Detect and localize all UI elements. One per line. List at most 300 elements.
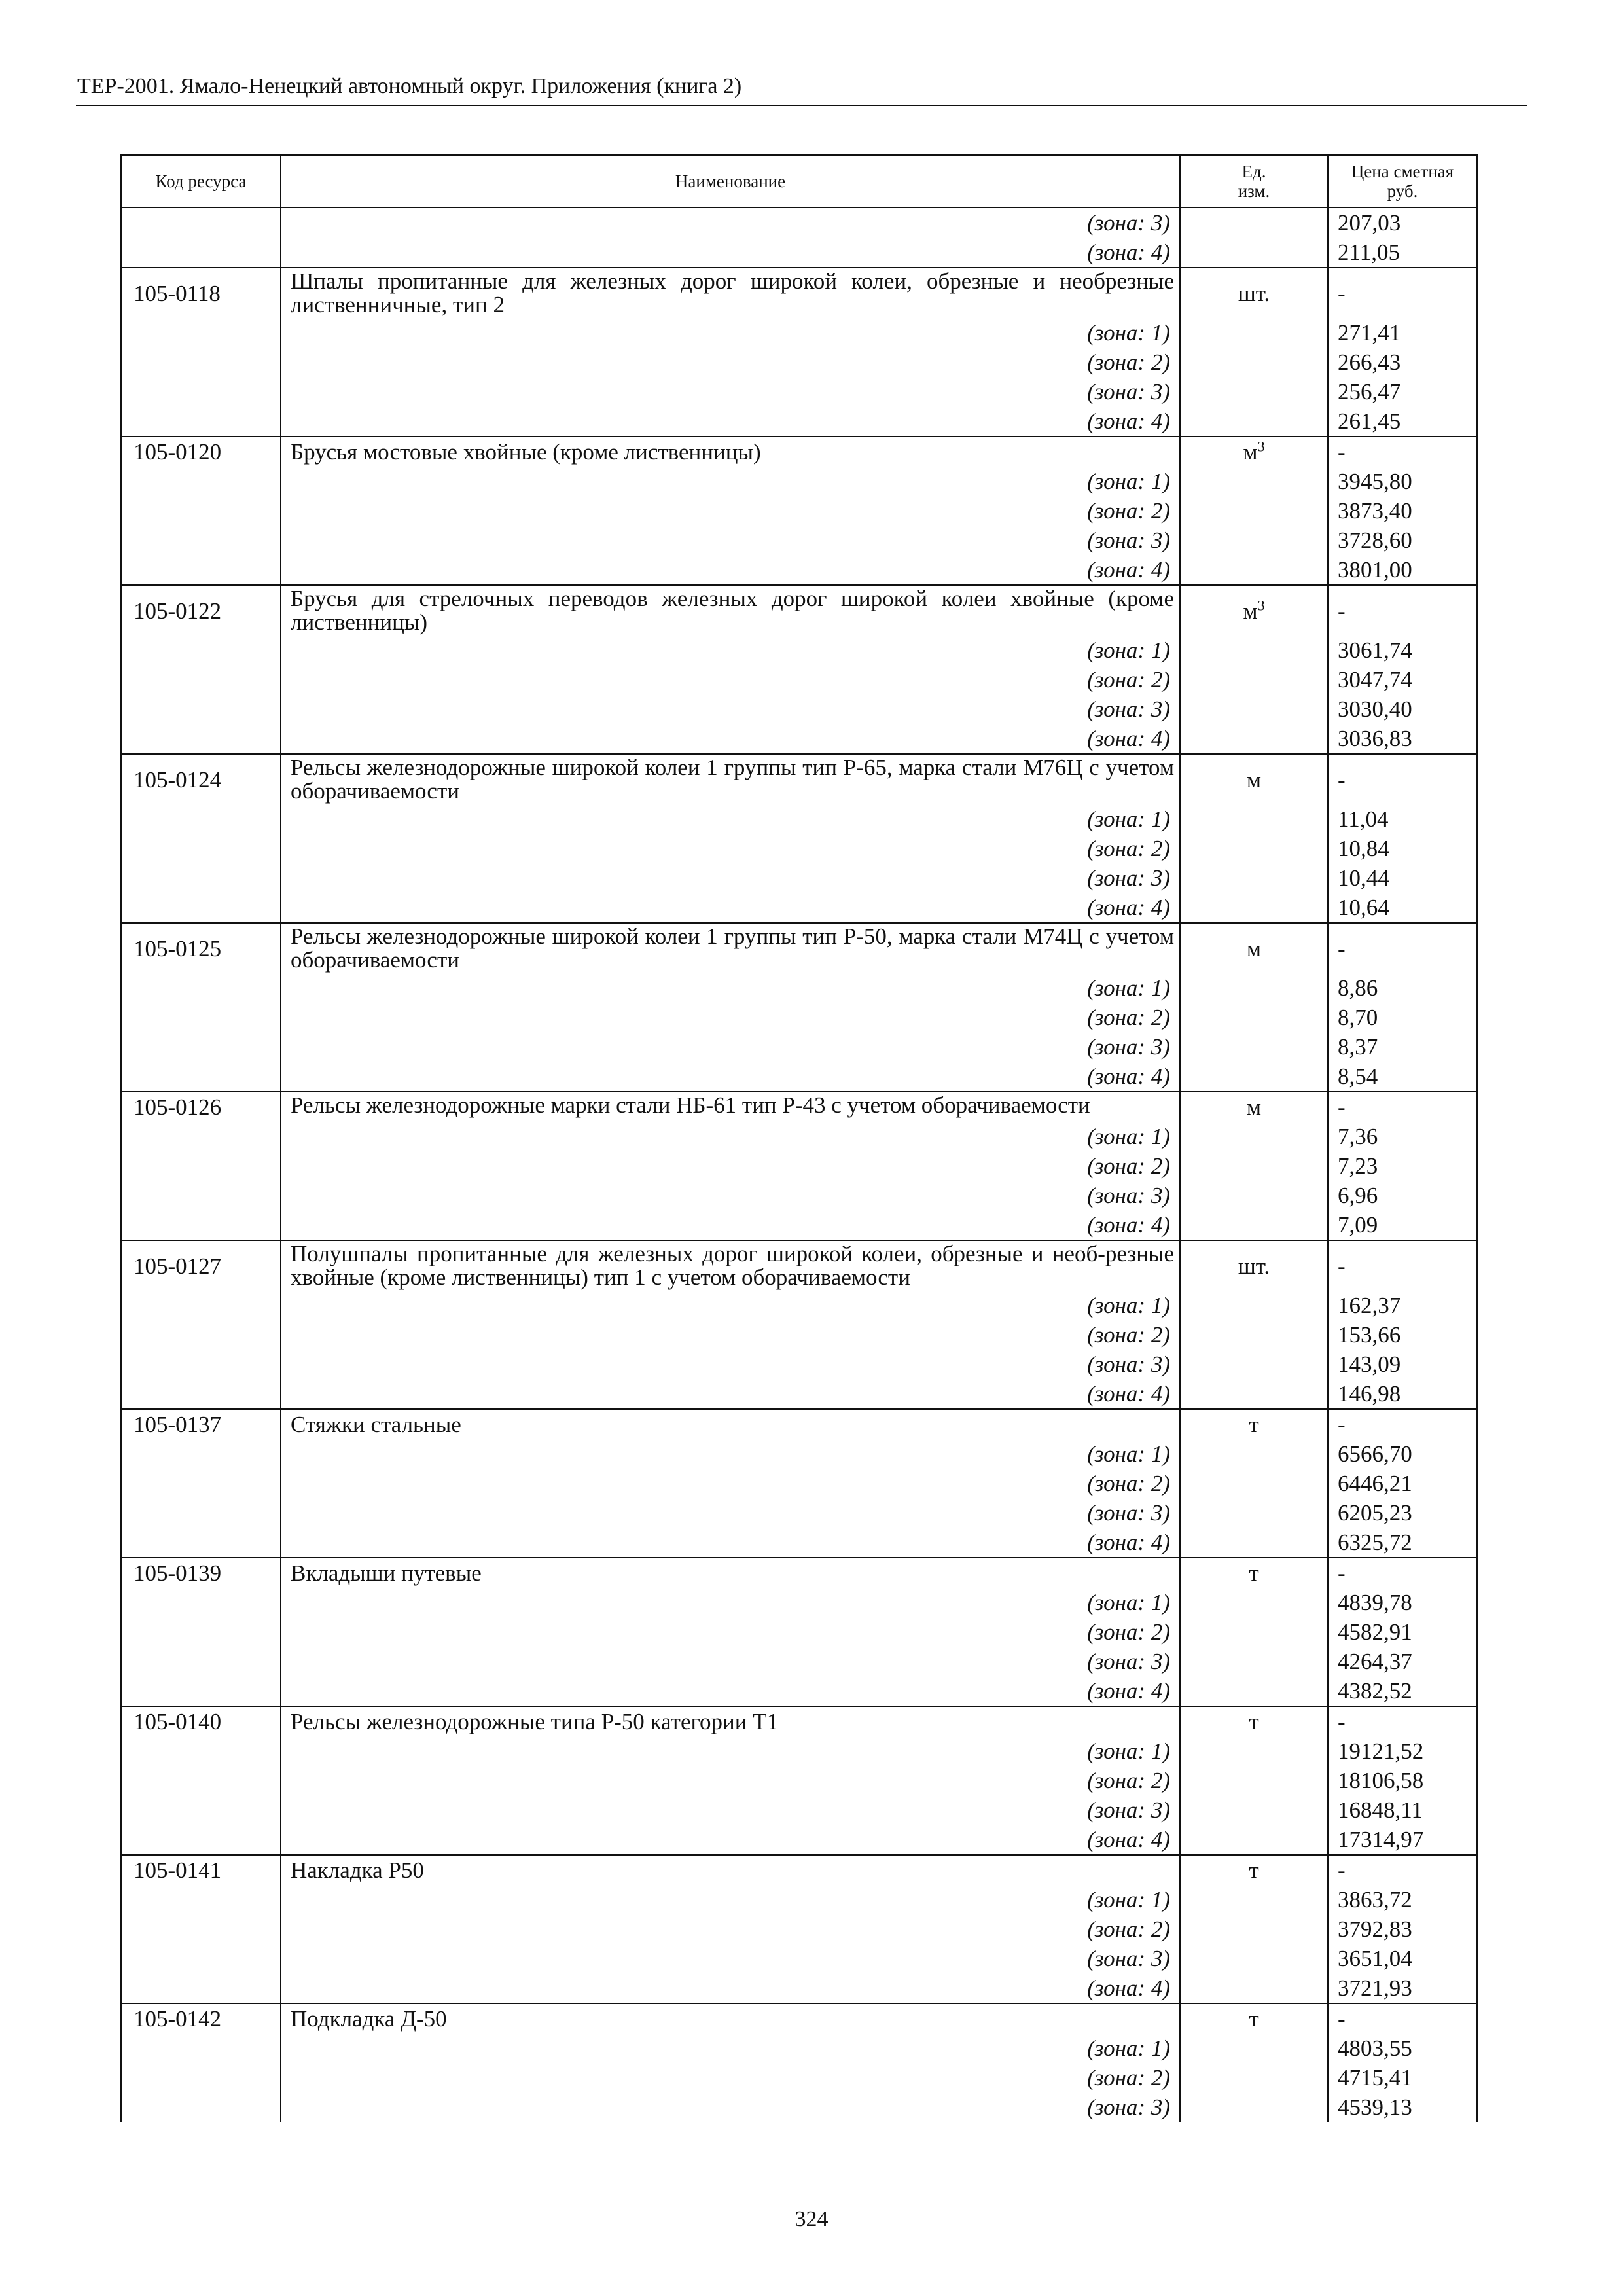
zone-label: (зона: 2) <box>281 1320 1180 1350</box>
table-row-zone <box>121 1122 1477 1151</box>
zone-label: (зона: 4) <box>281 893 1180 923</box>
code-cell-empty <box>121 665 281 694</box>
zone-price: 266,43 <box>1328 348 1477 377</box>
zone-label: (зона: 3) <box>281 1795 1180 1825</box>
column-header-price <box>1328 155 1477 207</box>
table-row-zone <box>121 1736 1477 1766</box>
zone-price: 207,03 <box>1328 207 1477 238</box>
zone-label: (зона: 4) <box>281 1676 1180 1706</box>
zone-label: (зона: 2) <box>281 496 1180 526</box>
unit-cell <box>1180 1240 1328 1291</box>
zone-price: 10,44 <box>1328 863 1477 893</box>
code-cell-empty <box>121 1210 281 1240</box>
code-cell-empty <box>121 1914 281 1944</box>
unit-exponent: 3 <box>1257 596 1265 613</box>
zone-price: 3945,80 <box>1328 467 1477 496</box>
unit-cell <box>1180 268 1328 318</box>
zone-label: (зона: 4) <box>281 724 1180 754</box>
zone-label: (зона: 1) <box>281 973 1180 1003</box>
zone-label: (зона: 4) <box>281 238 1180 268</box>
table-row-zone <box>121 1795 1477 1825</box>
base-price: - <box>1328 923 1477 973</box>
table-row-resource <box>121 1409 1477 1439</box>
zone-label: (зона: 3) <box>281 863 1180 893</box>
table-row-zone <box>121 1617 1477 1647</box>
unit-of-measure: м <box>1246 935 1262 961</box>
zone-price: 8,37 <box>1328 1032 1477 1062</box>
unit-cell <box>1180 2003 1328 2034</box>
zone-price: 3792,83 <box>1328 1914 1477 1944</box>
zone-label: (зона: 1) <box>281 1885 1180 1914</box>
unit-cell-empty <box>1180 1350 1328 1379</box>
unit-cell-empty <box>1180 1151 1328 1181</box>
unit-cell-empty <box>1180 1181 1328 1210</box>
unit-exponent: 3 <box>1257 438 1265 455</box>
zone-label: (зона: 2) <box>281 1469 1180 1498</box>
code-cell-empty <box>121 1151 281 1181</box>
code-cell-empty <box>121 207 281 238</box>
unit-cell <box>1180 754 1328 804</box>
unit-cell-empty <box>1180 1885 1328 1914</box>
zone-price: 11,04 <box>1328 804 1477 834</box>
zone-price: 10,84 <box>1328 834 1477 863</box>
unit-cell <box>1180 1855 1328 1885</box>
zone-price: 7,23 <box>1328 1151 1477 1181</box>
zone-price: 7,09 <box>1328 1210 1477 1240</box>
unit-cell-empty <box>1180 318 1328 348</box>
resource-code: 105-0126 <box>121 1092 281 1122</box>
table-row-resource <box>121 1558 1477 1588</box>
zone-price: 8,70 <box>1328 1003 1477 1032</box>
unit-cell-empty <box>1180 1914 1328 1944</box>
table-row-resource <box>121 268 1477 318</box>
table-row-zone <box>121 2034 1477 2063</box>
base-price: - <box>1328 1240 1477 1291</box>
zone-label: (зона: 3) <box>281 1350 1180 1379</box>
code-cell-empty <box>121 467 281 496</box>
code-cell-empty <box>121 2034 281 2063</box>
code-cell-empty <box>121 2063 281 2092</box>
zone-label: (зона: 1) <box>281 804 1180 834</box>
unit-of-measure: т <box>1249 1560 1259 1586</box>
unit-cell-empty <box>1180 804 1328 834</box>
code-cell-empty <box>121 1379 281 1409</box>
code-cell-empty <box>121 834 281 863</box>
table-row-zone <box>121 467 1477 496</box>
unit-cell-empty <box>1180 1062 1328 1092</box>
unit-cell-empty <box>1180 2092 1328 2122</box>
zone-label: (зона: 2) <box>281 1151 1180 1181</box>
table-row-zone <box>121 863 1477 893</box>
resource-name: Рельсы железнодорожные типа Р-50 категории Т1 <box>281 1706 1180 1736</box>
table-row-zone <box>121 834 1477 863</box>
zone-label: (зона: 4) <box>281 1825 1180 1855</box>
unit-cell <box>1180 923 1328 973</box>
table-row-zone <box>121 1528 1477 1558</box>
price-table <box>120 154 1478 2122</box>
table-header <box>121 155 1477 207</box>
table-row-zone <box>121 1498 1477 1528</box>
resource-name: Шпалы пропитанные для железных дорог широкой колеи, обрезные и необрезные лиственничные, тип 2 <box>281 268 1180 318</box>
unit-of-measure: м <box>1246 1094 1262 1120</box>
table-row-zone <box>121 1291 1477 1320</box>
code-cell-empty <box>121 1350 281 1379</box>
zone-price: 6,96 <box>1328 1181 1477 1210</box>
base-price: - <box>1328 1706 1477 1736</box>
unit-of-measure: т <box>1249 1857 1259 1883</box>
unit-cell-empty <box>1180 636 1328 665</box>
unit-cell-empty <box>1180 1379 1328 1409</box>
zone-price: 6205,23 <box>1328 1498 1477 1528</box>
zone-label: (зона: 4) <box>281 1379 1180 1409</box>
table-row-zone <box>121 636 1477 665</box>
code-cell-empty <box>121 1032 281 1062</box>
table-row-zone <box>121 1350 1477 1379</box>
code-cell-empty <box>121 1498 281 1528</box>
zone-price: 10,64 <box>1328 893 1477 923</box>
zone-label: (зона: 3) <box>281 1647 1180 1676</box>
zone-price: 18106,58 <box>1328 1766 1477 1795</box>
code-cell-empty <box>121 1617 281 1647</box>
code-cell-empty <box>121 1469 281 1498</box>
table-row-zone <box>121 348 1477 377</box>
zone-price: 153,66 <box>1328 1320 1477 1350</box>
code-cell-empty <box>121 406 281 437</box>
zone-label: (зона: 2) <box>281 1617 1180 1647</box>
unit-of-measure: т <box>1249 1709 1259 1734</box>
table-row-resource <box>121 2003 1477 2034</box>
code-cell-empty <box>121 724 281 754</box>
base-price: - <box>1328 1409 1477 1439</box>
running-header: ТЕР-2001. Ямало-Ненецкий автономный округ. Приложения (книга 2) <box>77 74 742 98</box>
table-row-zone <box>121 694 1477 724</box>
unit-cell-empty <box>1180 1320 1328 1350</box>
zone-label: (зона: 3) <box>281 1181 1180 1210</box>
table-row-zone <box>121 1003 1477 1032</box>
unit-cell-empty <box>1180 1032 1328 1062</box>
column-header-code: Код ресурса <box>121 155 281 207</box>
table-row-zone <box>121 724 1477 754</box>
unit-of-measure: м <box>1246 766 1262 793</box>
table-row-zone <box>121 973 1477 1003</box>
unit-cell-empty <box>1180 496 1328 526</box>
table-row-resource <box>121 1092 1477 1122</box>
base-price: - <box>1328 585 1477 636</box>
table-row-resource <box>121 923 1477 973</box>
code-cell-empty <box>121 496 281 526</box>
unit-cell-empty <box>1180 665 1328 694</box>
code-cell-empty <box>121 238 281 268</box>
table-row-resource <box>121 754 1477 804</box>
code-cell-empty <box>121 1588 281 1617</box>
unit-cell-empty <box>1180 893 1328 923</box>
zone-price: 4715,41 <box>1328 2063 1477 2092</box>
zone-label: (зона: 1) <box>281 1736 1180 1766</box>
unit-cell-empty <box>1180 526 1328 555</box>
unit-cell-empty <box>1180 1736 1328 1766</box>
resource-name: Накладка Р50 <box>281 1855 1180 1885</box>
table-row-zone <box>121 1379 1477 1409</box>
unit-cell-empty <box>1180 406 1328 437</box>
zone-label: (зона: 1) <box>281 1122 1180 1151</box>
base-price: - <box>1328 1092 1477 1122</box>
unit-cell-empty <box>1180 348 1328 377</box>
zone-label: (зона: 2) <box>281 2063 1180 2092</box>
unit-cell <box>1180 585 1328 636</box>
code-cell-empty <box>121 1676 281 1706</box>
zone-price: 16848,11 <box>1328 1795 1477 1825</box>
unit-of-measure: шт. <box>1238 1253 1270 1279</box>
table-row-resource <box>121 1855 1477 1885</box>
zone-price: 271,41 <box>1328 318 1477 348</box>
unit-cell-empty <box>1180 694 1328 724</box>
resource-code: 105-0120 <box>121 437 281 467</box>
code-cell-empty <box>121 1181 281 1210</box>
table-row-zone <box>121 1914 1477 1944</box>
unit-of-measure: м <box>1243 598 1258 624</box>
table-row-zone <box>121 1062 1477 1092</box>
table-row-zone <box>121 1320 1477 1350</box>
zone-price: 8,54 <box>1328 1062 1477 1092</box>
code-cell-empty <box>121 804 281 834</box>
unit-cell-empty <box>1180 973 1328 1003</box>
resource-code: 105-0141 <box>121 1855 281 1885</box>
unit-cell <box>1180 1409 1328 1439</box>
zone-label: (зона: 1) <box>281 318 1180 348</box>
table-row-zone <box>121 496 1477 526</box>
unit-of-measure: т <box>1249 1412 1259 1437</box>
zone-label: (зона: 2) <box>281 1766 1180 1795</box>
zone-price: 143,09 <box>1328 1350 1477 1379</box>
unit-cell-empty <box>1180 238 1328 268</box>
table-row-zone <box>121 1439 1477 1469</box>
zone-price: 3721,93 <box>1328 1973 1477 2003</box>
zone-label: (зона: 2) <box>281 665 1180 694</box>
zone-price: 6446,21 <box>1328 1469 1477 1498</box>
unit-of-measure: м <box>1243 439 1258 465</box>
zone-label: (зона: 4) <box>281 555 1180 585</box>
unit-cell-empty <box>1180 1825 1328 1855</box>
table-row-zone <box>121 1588 1477 1617</box>
unit-cell-empty <box>1180 1617 1328 1647</box>
zone-price: 6566,70 <box>1328 1439 1477 1469</box>
zone-label: (зона: 2) <box>281 1914 1180 1944</box>
unit-cell-empty <box>1180 2063 1328 2092</box>
code-cell-empty <box>121 348 281 377</box>
zone-price: 4839,78 <box>1328 1588 1477 1617</box>
code-cell-empty <box>121 694 281 724</box>
resource-name: Рельсы железнодорожные широкой колеи 1 группы тип Р-50, марка стали М74Ц с учетом оборачиваемости <box>281 923 1180 973</box>
table-row-zone <box>121 804 1477 834</box>
zone-price: 261,45 <box>1328 406 1477 437</box>
zone-price: 3030,40 <box>1328 694 1477 724</box>
zone-price: 4382,52 <box>1328 1676 1477 1706</box>
zone-price: 3036,83 <box>1328 724 1477 754</box>
code-cell-empty <box>121 2092 281 2122</box>
resource-name: Стяжки стальные <box>281 1409 1180 1439</box>
zone-price: 4582,91 <box>1328 1617 1477 1647</box>
table-row-resource <box>121 1706 1477 1736</box>
zone-label: (зона: 4) <box>281 1210 1180 1240</box>
zone-price: 256,47 <box>1328 377 1477 406</box>
zone-price: 6325,72 <box>1328 1528 1477 1558</box>
code-cell-empty <box>121 973 281 1003</box>
table-row-zone <box>121 893 1477 923</box>
header-rule <box>76 105 1527 106</box>
base-price: - <box>1328 1855 1477 1885</box>
code-cell-empty <box>121 1320 281 1350</box>
unit-cell-empty <box>1180 1944 1328 1973</box>
zone-price: 3873,40 <box>1328 496 1477 526</box>
table-row-resource <box>121 585 1477 636</box>
unit-cell <box>1180 1558 1328 1588</box>
code-cell-empty <box>121 1885 281 1914</box>
column-header-unit-line2: изм. <box>1238 181 1270 201</box>
table-row-resource <box>121 437 1477 467</box>
base-price: - <box>1328 1558 1477 1588</box>
base-price: - <box>1328 2003 1477 2034</box>
unit-cell <box>1180 437 1328 467</box>
zone-label: (зона: 2) <box>281 348 1180 377</box>
table-body <box>121 207 1477 2122</box>
code-cell-empty <box>121 1766 281 1795</box>
code-cell-empty <box>121 1122 281 1151</box>
zone-price: 19121,52 <box>1328 1736 1477 1766</box>
unit-cell-empty <box>1180 555 1328 585</box>
zone-price: 4539,13 <box>1328 2092 1477 2122</box>
resource-code: 105-0139 <box>121 1558 281 1588</box>
zone-label: (зона: 1) <box>281 636 1180 665</box>
table-row-zone <box>121 1647 1477 1676</box>
table-row-zone <box>121 377 1477 406</box>
zone-label: (зона: 4) <box>281 1528 1180 1558</box>
unit-cell-empty <box>1180 1439 1328 1469</box>
zone-label: (зона: 2) <box>281 834 1180 863</box>
resource-code: 105-0142 <box>121 2003 281 2034</box>
resource-name: Подкладка Д-50 <box>281 2003 1180 2034</box>
table-row-zone <box>121 238 1477 268</box>
unit-cell-empty <box>1180 1588 1328 1617</box>
zone-price: 3801,00 <box>1328 555 1477 585</box>
resource-code: 105-0140 <box>121 1706 281 1736</box>
zone-price: 4264,37 <box>1328 1647 1477 1676</box>
resource-code: 105-0125 <box>121 923 281 973</box>
resource-code: 105-0127 <box>121 1240 281 1291</box>
unit-cell-empty <box>1180 1291 1328 1320</box>
zone-price: 8,86 <box>1328 973 1477 1003</box>
unit-cell-empty <box>1180 834 1328 863</box>
resource-name: Брусья мостовые хвойные (кроме лиственницы) <box>281 437 1180 467</box>
zone-label: (зона: 1) <box>281 1439 1180 1469</box>
zone-price: 17314,97 <box>1328 1825 1477 1855</box>
unit-of-measure: шт. <box>1238 280 1270 306</box>
code-cell-empty <box>121 1062 281 1092</box>
unit-cell-empty <box>1180 377 1328 406</box>
table-row-zone <box>121 2092 1477 2122</box>
zone-label: (зона: 1) <box>281 1291 1180 1320</box>
unit-cell-empty <box>1180 1498 1328 1528</box>
unit-cell-empty <box>1180 1003 1328 1032</box>
zone-label: (зона: 3) <box>281 2092 1180 2122</box>
table-row-resource <box>121 1240 1477 1291</box>
code-cell-empty <box>121 1795 281 1825</box>
unit-cell-empty <box>1180 863 1328 893</box>
zone-label: (зона: 3) <box>281 694 1180 724</box>
table-row-zone <box>121 2063 1477 2092</box>
code-cell-empty <box>121 636 281 665</box>
column-header-unit-line1: Ед. <box>1241 162 1266 181</box>
table-row-zone <box>121 1676 1477 1706</box>
table-row-zone <box>121 318 1477 348</box>
unit-cell-empty <box>1180 467 1328 496</box>
base-price: - <box>1328 268 1477 318</box>
unit-cell-empty <box>1180 207 1328 238</box>
unit-cell-empty <box>1180 724 1328 754</box>
table-row-zone <box>121 1181 1477 1210</box>
code-cell-empty <box>121 526 281 555</box>
unit-cell-empty <box>1180 1210 1328 1240</box>
resource-code: 105-0137 <box>121 1409 281 1439</box>
code-cell-empty <box>121 1736 281 1766</box>
unit-of-measure: т <box>1249 2006 1259 2032</box>
table-row-zone <box>121 1973 1477 2003</box>
column-header-unit <box>1180 155 1328 207</box>
table-row-zone <box>121 1469 1477 1498</box>
zone-label: (зона: 3) <box>281 526 1180 555</box>
zone-label: (зона: 2) <box>281 1003 1180 1032</box>
code-cell-empty <box>121 1003 281 1032</box>
zone-label: (зона: 4) <box>281 1973 1180 2003</box>
zone-label: (зона: 3) <box>281 207 1180 238</box>
column-header-name: Наименование <box>281 155 1180 207</box>
table-row-zone <box>121 1825 1477 1855</box>
code-cell-empty <box>121 1647 281 1676</box>
table-row-zone <box>121 1151 1477 1181</box>
zone-price: 3061,74 <box>1328 636 1477 665</box>
resource-name: Вкладыши путевые <box>281 1558 1180 1588</box>
zone-label: (зона: 4) <box>281 1062 1180 1092</box>
code-cell-empty <box>121 1439 281 1469</box>
table-row-zone <box>121 1210 1477 1240</box>
base-price: - <box>1328 754 1477 804</box>
unit-cell-empty <box>1180 1528 1328 1558</box>
table-row-zone <box>121 406 1477 437</box>
zone-label: (зона: 1) <box>281 467 1180 496</box>
resource-name: Полушпалы пропитанные для железных дорог широкой колеи, обрезные и необ-резные хвойные (кроме лиственницы) тип 1 с учетом оборачиваемости <box>281 1240 1180 1291</box>
zone-price: 3047,74 <box>1328 665 1477 694</box>
unit-cell-empty <box>1180 1647 1328 1676</box>
code-cell-empty <box>121 1973 281 2003</box>
zone-price: 7,36 <box>1328 1122 1477 1151</box>
unit-cell <box>1180 1092 1328 1122</box>
base-price: - <box>1328 437 1477 467</box>
code-cell-empty <box>121 1944 281 1973</box>
resource-code: 105-0122 <box>121 585 281 636</box>
unit-cell-empty <box>1180 1766 1328 1795</box>
resource-name: Брусья для стрелочных переводов железных дорог широкой колеи хвойные (кроме лиственницы) <box>281 585 1180 636</box>
zone-label: (зона: 3) <box>281 1944 1180 1973</box>
zone-label: (зона: 3) <box>281 377 1180 406</box>
table-row-zone <box>121 526 1477 555</box>
unit-cell <box>1180 1706 1328 1736</box>
table-row-zone <box>121 207 1477 238</box>
table-row-zone <box>121 1885 1477 1914</box>
unit-cell-empty <box>1180 1973 1328 2003</box>
unit-cell-empty <box>1180 1469 1328 1498</box>
zone-price: 3863,72 <box>1328 1885 1477 1914</box>
table-row-zone <box>121 1944 1477 1973</box>
page-number: 324 <box>794 2207 829 2231</box>
